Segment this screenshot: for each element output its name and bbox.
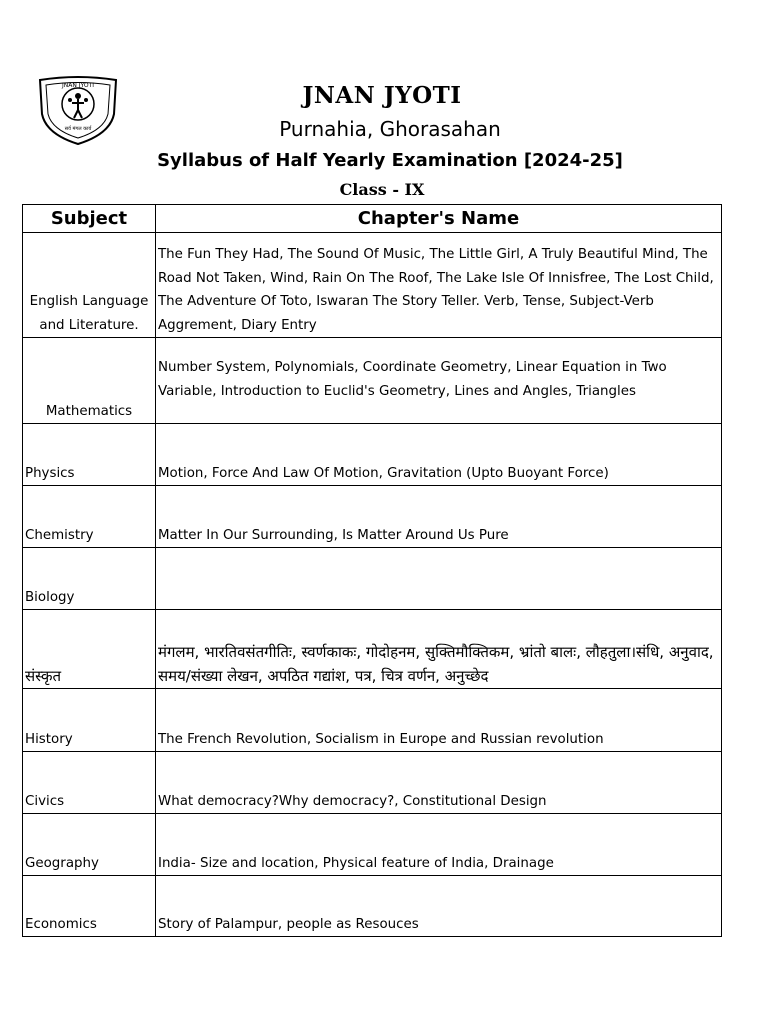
subject-cell: संस्कृत [23,610,156,689]
subject-cell: Biology [23,548,156,610]
subject-header: Subject [23,205,156,233]
chapters-cell [156,548,722,610]
logo-motto-bottom: सर्व मंगल कार्य [64,126,92,132]
table-row [23,486,722,548]
table-row [23,610,722,689]
subject-cell: Chemistry [23,486,156,548]
table-row [23,814,722,876]
syllabus-table [22,204,722,937]
subject-cell: History [23,689,156,752]
chapters-cell: Motion, Force And Law Of Motion, Gravitation (Upto Buoyant Force) [156,424,722,486]
table-row [23,233,722,338]
chapters-cell: Number System, Polynomials, Coordinate Geometry, Linear Equation in Two Variable, Introduction to Euclid's Geometry, Lines and Angles, Triangles [156,338,722,424]
chapters-cell: India- Size and location, Physical feature of India, Drainage [156,814,722,876]
table-row [23,338,722,424]
exam-title: Syllabus of Half Yearly Examination [2024-25] [157,150,623,171]
chapters-cell: Matter In Our Surrounding, Is Matter Around Us Pure [156,486,722,548]
school-name: JNAN JYOTI [302,82,462,109]
chapters-cell: मंगलम, भारतिवसंतगीतिः, स्वर्णकाकः, गोदोहनम, सुक्तिमौक्तिकम, भ्रांतो बालः, लौहतुला।संधि, अनुवाद, समय/संख्या लेखन, अपठित गद्यांश, पत्र, चित्र वर्णन, अनुच्छेद [156,610,722,689]
table-row [23,424,722,486]
table-row [23,548,722,610]
chapters-header: Chapter's Name [156,205,722,233]
chapters-cell: Story of Palampur, people as Resouces [156,876,722,937]
chapters-cell: What democracy?Why democracy?, Constitutional Design [156,752,722,814]
subject-cell: Geography [23,814,156,876]
table-header-row [23,205,722,233]
table-row [23,752,722,814]
class-label: Class - IX [339,180,425,199]
subject-cell: Civics [23,752,156,814]
table-row [23,876,722,937]
subject-cell: Economics [23,876,156,937]
logo-motto-top: JNAN JYOTI [61,82,95,89]
chapters-cell: The Fun They Had, The Sound Of Music, The Little Girl, A Truly Beautiful Mind, The Road Not Taken, Wind, Rain On The Roof, The Lake Isle Of Innisfree, The Lost Child, The Adventure Of Toto, Iswaran The Story Teller. Verb, Tense, Subject-Verb Aggrement, Diary Entry [156,233,722,338]
subject-cell: Physics [23,424,156,486]
chapters-cell: The French Revolution, Socialism in Europe and Russian revolution [156,689,722,752]
subject-cell: English Language and Literature. [23,233,156,338]
subject-cell: Mathematics [23,338,156,424]
school-location: Purnahia, Ghorasahan [279,117,501,141]
table-row [23,689,722,752]
